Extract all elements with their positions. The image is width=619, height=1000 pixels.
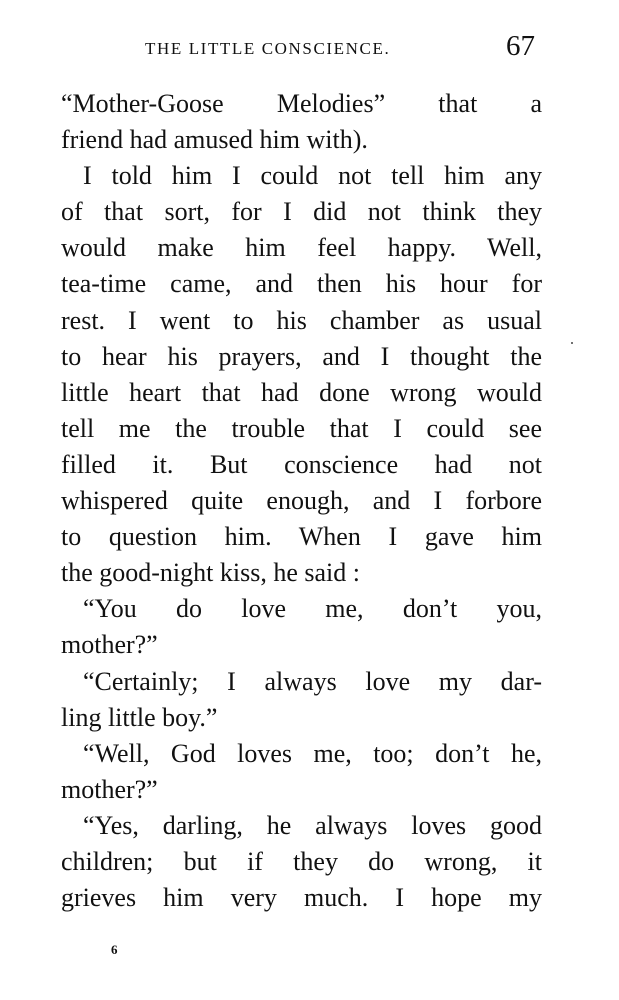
text-line: I told him I could not tell him any xyxy=(83,161,542,191)
text-line: to hear his prayers, and I thought the xyxy=(61,341,542,371)
text-line: little heart that had done wrong would xyxy=(61,377,542,407)
text-line: tell me the trouble that I could see xyxy=(61,413,542,443)
body-text xyxy=(61,86,542,916)
text-line: rest. I went to his chamber as usual xyxy=(61,305,542,335)
page-number: 67 xyxy=(506,30,535,62)
text-line: tea-time came, and then his hour for xyxy=(61,269,542,299)
text-line: the good-night kiss, he said : xyxy=(61,558,360,588)
text-line: children; but if they do wrong, it xyxy=(61,846,542,876)
paper-speck xyxy=(571,342,573,344)
text-line: “Certainly; I always love my dar- xyxy=(83,666,542,696)
text-line: “Well, God loves me, too; don’t he, xyxy=(83,738,542,768)
text-line: grieves him very much. I hope my xyxy=(61,883,542,913)
text-line: filled it. But conscience had not xyxy=(61,449,542,479)
text-line: mother?” xyxy=(61,774,158,804)
text-line: of that sort, for I did not think they xyxy=(61,197,542,227)
text-line: “Yes, darling, he always loves good xyxy=(83,810,542,840)
running-title: THE LITTLE CONSCIENCE. xyxy=(145,39,391,58)
text-line: “You do love me, don’t you, xyxy=(83,594,542,624)
text-line: mother?” xyxy=(61,630,158,660)
text-line: would make him feel happy. Well, xyxy=(61,233,542,263)
signature-mark: 6 xyxy=(111,942,118,957)
text-line: “Mother-Goose Melodies” that a xyxy=(61,89,542,118)
text-line: to question him. When I gave him xyxy=(61,522,542,552)
text-line: whispered quite enough, and I forbore xyxy=(61,486,542,516)
text-line: friend had amused him with). xyxy=(61,125,368,155)
text-line: ling little boy.” xyxy=(61,702,218,732)
